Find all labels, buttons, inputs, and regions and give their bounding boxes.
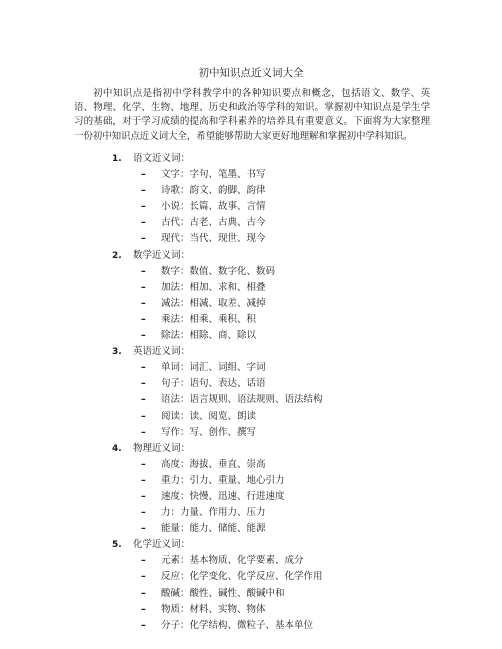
dash-bullet: –	[141, 410, 146, 422]
item-text: 酸碱：酸性、碱性、酸碱中和	[161, 587, 285, 599]
dash-bullet: –	[141, 571, 146, 583]
list-item	[0, 457, 502, 473]
item-text: 小说：长篇、故事、言情	[161, 201, 266, 213]
list-item	[0, 360, 502, 376]
dash-bullet: –	[141, 458, 146, 470]
section-number: 1.	[112, 154, 122, 164]
dash-bullet: –	[141, 619, 146, 631]
dash-bullet: –	[141, 217, 146, 229]
dash-bullet: –	[141, 362, 146, 374]
section-heading	[0, 537, 502, 553]
item-text: 数字：数值、数字化、数码	[161, 265, 276, 277]
section-items	[0, 264, 502, 344]
dash-bullet: –	[141, 378, 146, 390]
synonym-outline	[0, 151, 502, 634]
section-number: 2.	[112, 250, 122, 261]
item-text: 语法：语言规则、语法规则、语法结构	[161, 394, 323, 406]
list-item	[0, 215, 502, 231]
dash-bullet: –	[141, 587, 146, 599]
item-text: 元素：基本物质、化学要素、成分	[161, 555, 304, 567]
outline-section	[0, 151, 502, 248]
item-text: 力：力量、作用力、压力	[161, 507, 266, 519]
section-number: 4.	[112, 443, 122, 454]
outline-section	[0, 537, 502, 634]
item-text: 阅读：读、阅览、朗读	[161, 410, 257, 422]
list-item	[0, 296, 502, 312]
section-items	[0, 167, 502, 247]
section-heading	[0, 151, 502, 167]
dash-bullet: –	[141, 201, 146, 213]
list-item	[0, 392, 502, 408]
dash-bullet: –	[141, 394, 146, 406]
list-item	[0, 328, 502, 344]
dash-bullet: –	[141, 281, 146, 293]
list-item	[0, 473, 502, 489]
intro-paragraph: 初中知识点是指初中学科教学中的各种知识要点和概念，包括语文、数学、英语、物理、化学、生物、地理、历史和政治等学科的知识。掌握初中知识点是学生学习的基础，对于学习成绩的提高和学科素养的培养具有重要意义。下面将为大家整理一份初中知识点近义词大全，希望能够帮助大家更好地理解和掌握初中学科知识。	[74, 88, 430, 142]
list-item	[0, 521, 502, 537]
list-item	[0, 505, 502, 521]
dash-bullet: –	[141, 233, 146, 245]
item-text: 能量：能力、储能、能源	[161, 523, 266, 535]
item-text: 重力：引力、重量、地心引力	[161, 474, 285, 486]
list-item	[0, 231, 502, 247]
dash-bullet: –	[141, 555, 146, 567]
section-label: 化学近义词：	[133, 539, 191, 551]
list-item	[0, 264, 502, 280]
dash-bullet: –	[141, 507, 146, 519]
section-label: 物理近义词：	[133, 442, 191, 454]
item-text: 加法：相加、求和、相叠	[161, 281, 266, 293]
item-text: 物质：材料、实物、物体	[161, 603, 266, 615]
section-number: 5.	[112, 540, 122, 551]
list-item	[0, 489, 502, 505]
outline-section	[0, 248, 502, 345]
section-heading	[0, 344, 502, 360]
section-heading	[0, 248, 502, 264]
section-items	[0, 553, 502, 633]
item-text: 乘法：相乘、乘积、积	[161, 313, 257, 325]
list-item	[0, 376, 502, 392]
dash-bullet: –	[141, 185, 146, 197]
dash-bullet: –	[141, 426, 146, 438]
item-text: 分子：化学结构、微粒子、基本单位	[161, 619, 314, 631]
item-text: 写作：写、创作、撰写	[161, 426, 257, 438]
dash-bullet: –	[141, 297, 146, 309]
item-text: 反应：化学变化、化学反应、化学作用	[161, 571, 323, 583]
list-item	[0, 618, 502, 634]
list-item	[0, 183, 502, 199]
list-item	[0, 569, 502, 585]
dash-bullet: –	[141, 330, 146, 342]
item-text: 文字：字句、笔墨、书写	[161, 169, 266, 181]
section-number: 3.	[112, 347, 122, 358]
item-text: 句子：语句、表达、话语	[161, 378, 266, 390]
list-item	[0, 425, 502, 441]
item-text: 诗歌：韵文、韵脚、韵律	[161, 185, 266, 197]
dash-bullet: –	[141, 490, 146, 502]
item-text: 古代：古老、古典、古今	[161, 217, 266, 229]
item-text: 除法：相除、商、除以	[161, 330, 257, 342]
outline-section	[0, 441, 502, 538]
section-label: 数学近义词：	[133, 249, 191, 261]
item-text: 速度：快慢、迅速、行进速度	[161, 490, 285, 502]
section-heading	[0, 441, 502, 457]
list-item	[0, 199, 502, 215]
list-item	[0, 586, 502, 602]
section-label: 语文近义词：	[133, 153, 191, 164]
list-item	[0, 602, 502, 618]
dash-bullet: –	[141, 523, 146, 535]
dash-bullet: –	[141, 313, 146, 325]
item-text: 减法：相减、取差、减掉	[161, 297, 266, 309]
list-item	[0, 553, 502, 569]
item-text: 单词：词汇、词组、字词	[161, 362, 266, 374]
dash-bullet: –	[141, 265, 146, 277]
dash-bullet: –	[141, 603, 146, 615]
item-text: 现代：当代、现世、现今	[161, 233, 266, 245]
list-item	[0, 409, 502, 425]
section-label: 英语近义词：	[133, 346, 191, 358]
dash-bullet: –	[141, 169, 146, 181]
dash-bullet: –	[141, 474, 146, 486]
section-items	[0, 360, 502, 440]
list-item	[0, 167, 502, 183]
outline-section	[0, 344, 502, 441]
item-text: 高度：海拔、垂直、崇高	[161, 458, 266, 470]
document-title: 初中知识点近义词大全	[198, 67, 304, 79]
list-item	[0, 312, 502, 328]
list-item	[0, 280, 502, 296]
section-items	[0, 457, 502, 537]
